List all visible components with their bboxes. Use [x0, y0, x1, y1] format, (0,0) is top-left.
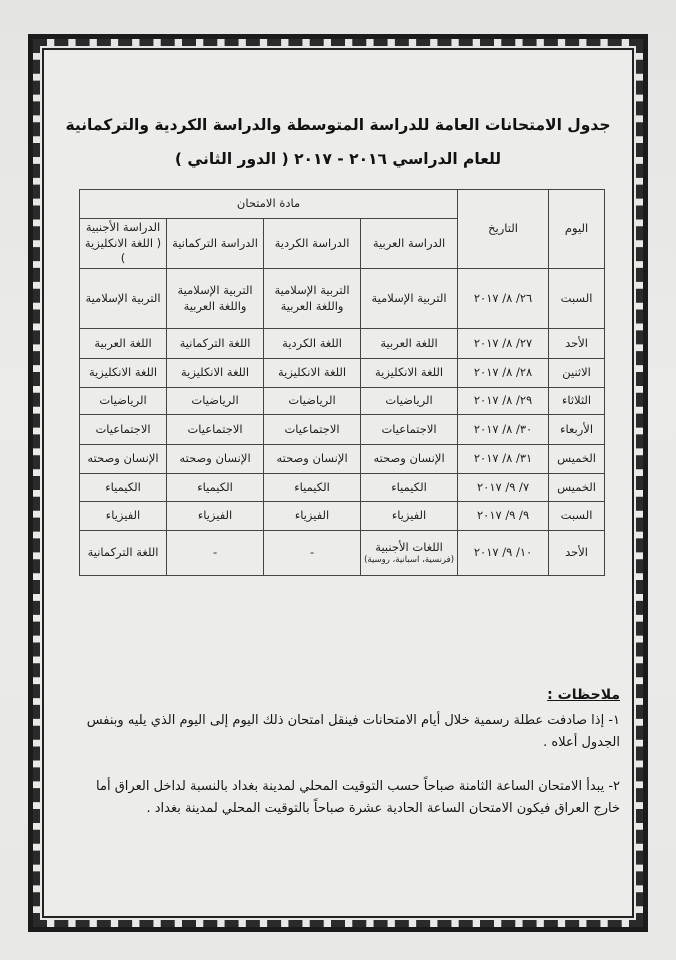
turkmen-subject-cell: الفيزياء: [167, 502, 264, 531]
column-header-foreign-study: [80, 219, 167, 269]
date-cell: ٢٩/ ٨/ ٢٠١٧: [458, 388, 549, 415]
turkmen-subject-cell: الاجتماعيات: [167, 415, 264, 445]
date-cell: ٧/ ٩/ ٢٠١٧: [458, 474, 549, 502]
table-header-row: [80, 190, 605, 219]
date-cell: ٣١/ ٨/ ٢٠١٧: [458, 445, 549, 474]
day-cell: الاثنين: [549, 359, 605, 388]
table-row: [80, 474, 605, 502]
day-cell: الأحد: [549, 329, 605, 359]
date-cell: ٢٦/ ٨/ ٢٠١٧: [458, 269, 549, 329]
kurdish-subject-cell: -: [264, 531, 361, 576]
table-row: [80, 415, 605, 445]
arabic-subject-cell: التربية الإسلامية: [361, 269, 458, 329]
turkmen-subject-cell: الإنسان وصحته: [167, 445, 264, 474]
arabic-subject-cell: الإنسان وصحته: [361, 445, 458, 474]
notes-heading-text: ملاحظات :: [547, 687, 620, 703]
arabic-subject-cell: اللغة العربية: [361, 329, 458, 359]
kurdish-subject-cell: التربية الإسلامية واللغة العربية: [264, 269, 361, 329]
kurdish-subject-cell: الكيمياء: [264, 474, 361, 502]
document-title: جدول الامتحانات العامة للدراسة المتوسطة والدراسة الكردية والتركمانية: [65, 116, 611, 134]
arabic-subject-note: (فرنسية، اسبانية، روسية): [364, 555, 455, 566]
arabic-subject-cell: الرياضيات: [361, 388, 458, 415]
column-header-arabic-study: الدراسة العربية: [361, 219, 458, 269]
kurdish-subject-cell: اللغة الانكليزية: [264, 359, 361, 388]
day-cell: الخميس: [549, 474, 605, 502]
arabic-subject-label: اللغات الأجنبية: [375, 539, 443, 554]
table-row: [80, 329, 605, 359]
arabic-subject-cell: الفيزياء: [361, 502, 458, 531]
foreign-subject-cell: الفيزياء: [80, 502, 167, 531]
column-header-kurdish-study: الدراسة الكردية: [264, 219, 361, 269]
day-cell: السبت: [549, 502, 605, 531]
foreign-subject-cell: اللغة العربية: [80, 329, 167, 359]
foreign-study-label: الدراسة الأجنبية: [85, 220, 161, 235]
kurdish-subject-cell: الإنسان وصحته: [264, 445, 361, 474]
foreign-subject-cell: الكيمياء: [80, 474, 167, 502]
column-header-subject: مادة الامتحان: [80, 190, 458, 219]
arabic-subject-cell: اللغة الانكليزية: [361, 359, 458, 388]
table-row: [80, 502, 605, 531]
arabic-subject-cell: [361, 531, 458, 576]
note-2: ٢- يبدأ الامتحان الساعة الثامنة صباحاً حسب التوقيت المحلي لمدينة بغداد بالنسبة لداخل العراق أما خارج العراق فيكون الامتحان الساعة الحادية عشرة صباحاً بالتوقيت المحلي لمدينة بغداد .: [96, 779, 620, 816]
exam-schedule-table: [79, 189, 605, 576]
foreign-study-note: ( اللغة الانكليزية ): [84, 235, 162, 266]
table-row: [80, 445, 605, 474]
date-cell: ٣٠/ ٨/ ٢٠١٧: [458, 415, 549, 445]
turkmen-subject-cell: اللغة التركمانية: [167, 329, 264, 359]
arabic-subject-cell: الاجتماعيات: [361, 415, 458, 445]
foreign-subject-cell: اللغة الانكليزية: [80, 359, 167, 388]
date-cell: ٢٧/ ٨/ ٢٠١٧: [458, 329, 549, 359]
foreign-subject-cell: الإنسان وصحته: [80, 445, 167, 474]
day-cell: الأحد: [549, 531, 605, 576]
foreign-subject-cell: اللغة التركمانية: [80, 531, 167, 576]
kurdish-subject-cell: الاجتماعيات: [264, 415, 361, 445]
column-header-turkmen-study: الدراسة التركمانية: [167, 219, 264, 269]
day-cell: الثلاثاء: [549, 388, 605, 415]
date-cell: ٩/ ٩/ ٢٠١٧: [458, 502, 549, 531]
kurdish-subject-cell: اللغة الكردية: [264, 329, 361, 359]
arabic-subject-cell: الكيمياء: [361, 474, 458, 502]
table-row: [80, 269, 605, 329]
day-cell: الأربعاء: [549, 415, 605, 445]
turkmen-subject-cell: -: [167, 531, 264, 576]
document-subtitle: للعام الدراسي ٢٠١٦ - ٢٠١٧ ( الدور الثاني ): [174, 150, 502, 168]
foreign-subject-cell: الرياضيات: [80, 388, 167, 415]
date-cell: ١٠/ ٩/ ٢٠١٧: [458, 531, 549, 576]
turkmen-subject-cell: اللغة الانكليزية: [167, 359, 264, 388]
kurdish-subject-cell: الرياضيات: [264, 388, 361, 415]
table-row: [80, 531, 605, 576]
day-cell: الخميس: [549, 445, 605, 474]
table-row: [80, 388, 605, 415]
column-header-day: اليوم: [549, 190, 605, 269]
date-cell: ٢٨/ ٨/ ٢٠١٧: [458, 359, 549, 388]
notes-heading: [72, 684, 620, 706]
column-header-date: التاريخ: [458, 190, 549, 269]
kurdish-subject-cell: الفيزياء: [264, 502, 361, 531]
turkmen-subject-cell: التربية الإسلامية واللغة العربية: [167, 269, 264, 329]
table-row: [80, 359, 605, 388]
turkmen-subject-cell: الكيمياء: [167, 474, 264, 502]
foreign-subject-cell: التربية الإسلامية: [80, 269, 167, 329]
note-1: ١- إذا صادفت عطلة رسمية خلال أيام الامتحانات فينقل امتحان ذلك اليوم إلى اليوم الذي يليه وبنفس الجدول أعلاه .: [86, 713, 620, 750]
turkmen-subject-cell: الرياضيات: [167, 388, 264, 415]
foreign-subject-cell: الاجتماعيات: [80, 415, 167, 445]
day-cell: السبت: [549, 269, 605, 329]
